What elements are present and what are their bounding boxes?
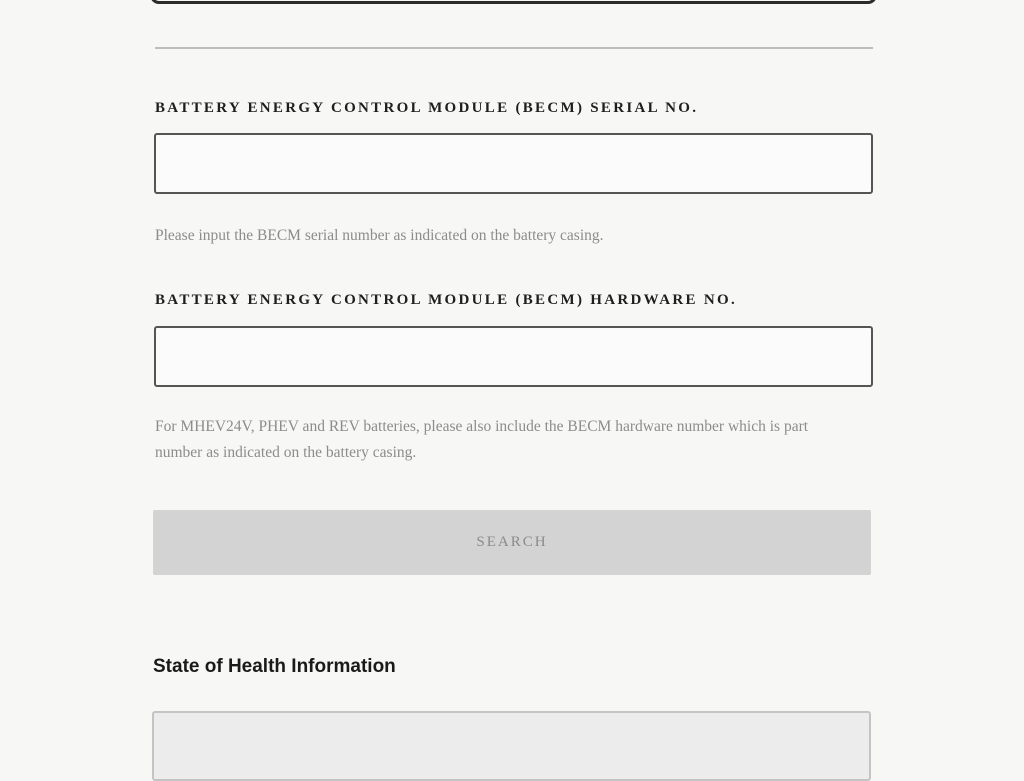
becm-hardware-label: BATTERY ENERGY CONTROL MODULE (BECM) HARDWARE NO. (155, 292, 738, 308)
state-of-health-panel (152, 711, 871, 781)
search-button[interactable]: SEARCH (153, 510, 871, 575)
previous-input-field[interactable] (150, 0, 877, 4)
becm-serial-input[interactable] (154, 133, 873, 194)
section-divider (155, 47, 873, 49)
becm-serial-help-text: Please input the BECM serial number as indicated on the battery casing. (155, 227, 604, 244)
becm-hardware-help-text: For MHEV24V, PHEV and REV batteries, please also include the BECM hardware number which is part number as indicated on the battery casing. (155, 418, 809, 461)
state-of-health-title: State of Health Information (153, 656, 396, 677)
becm-serial-label: BATTERY ENERGY CONTROL MODULE (BECM) SERIAL NO. (155, 100, 699, 116)
becm-hardware-input[interactable] (154, 326, 873, 387)
